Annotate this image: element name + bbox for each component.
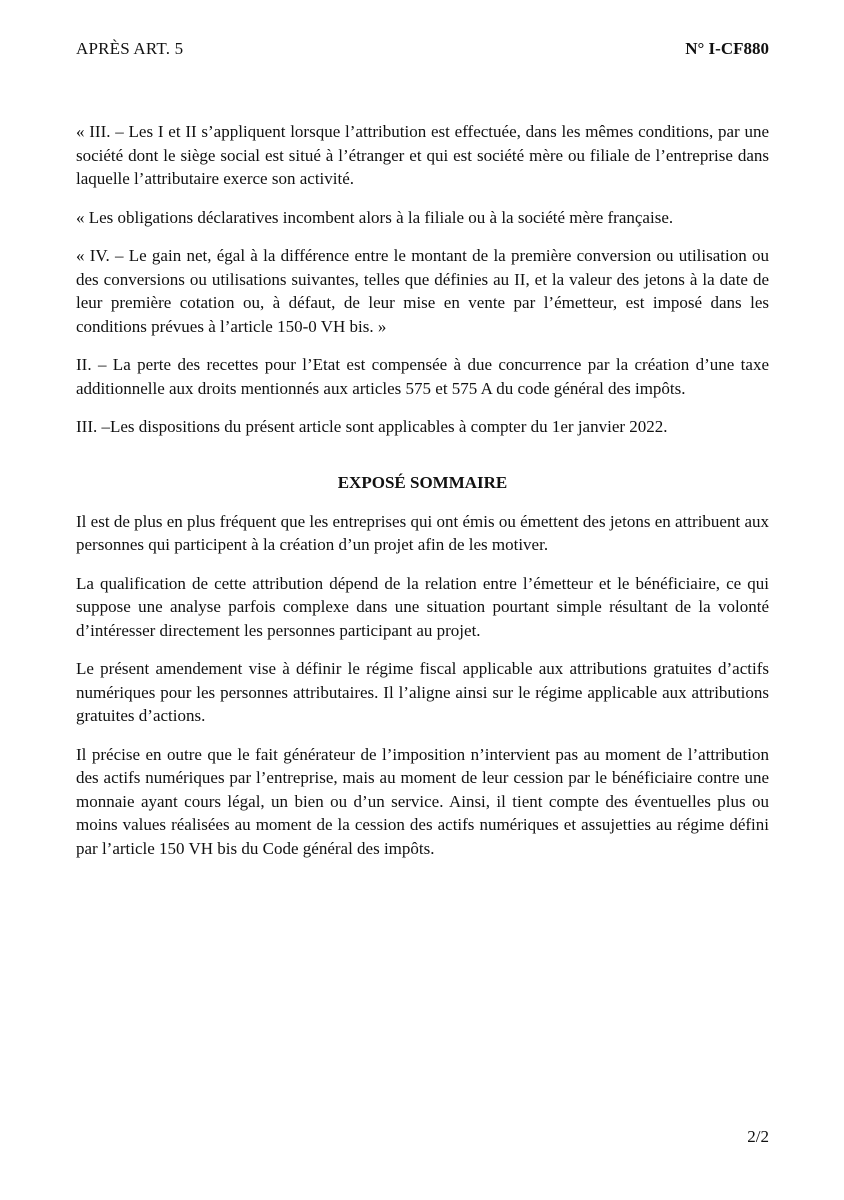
summary-paragraph-3: Le présent amendement vise à définir le régime fiscal applicable aux attributions gratuites d’actifs numériques pour les personnes attributaires. Il l’aligne ainsi sur le régime applicable aux attributions gratuites d’actions. xyxy=(76,659,769,725)
paragraph-iv-net-gain: « IV. – Le gain net, égal à la différence entre le montant de la première conversion ou utilisation ou des conversions ou utilisations suivantes, telles que définies au II, et la valeur des jetons à la date de leur première cotation ou, à défaut, de leur mise en vente par l’émetteur, est imposé dans les conditions prévues à l’article 150-0 VH bis. » xyxy=(76,246,769,336)
header-article-ref: APRÈS ART. 5 xyxy=(76,39,184,58)
paragraph-iii-foreign-company: « III. – Les I et II s’appliquent lorsque l’attribution est effectuée, dans les mêmes conditions, par une société dont le siège social est situé à l’étranger et qui est société mère ou filiale de l’entreprise dans laquelle l’attributaire exerce son activité. xyxy=(76,122,769,188)
summary-paragraph-2: La qualification de cette attribution dépend de la relation entre l’émetteur et le bénéficiaire, ce qui suppose une analyse parfois complexe dans une situation pourtant simple résultant de la volonté d’intéresser directement les personnes participant au projet. xyxy=(76,573,769,640)
summary-heading: EXPOSÉ SOMMAIRE xyxy=(337,472,508,492)
page-number: 2/2 xyxy=(747,1127,769,1146)
header-amendment-number: N° I-CF880 xyxy=(685,39,769,58)
paragraph-ii-revenue-loss: II. – La perte des recettes pour l’Etat est compensée à due concurrence par la création d’une taxe additionnelle aux droits mentionnés aux articles 575 et 575 A du code général des impôts. xyxy=(76,355,769,398)
summary-paragraph-1: Il est de plus en plus fréquent que les entreprises qui ont émis ou émettent des jetons en attribuent aux personnes qui participent à la création d’un projet afin de les motiver. xyxy=(76,511,769,554)
summary-paragraph-4: Il précise en outre que le fait générateur de l’imposition n’intervient pas au moment de l’attribution des actifs numériques par l’entreprise, mais au moment de leur cession par le bénéficiaire contre une monnaie ayant cours légal, un bien ou d’un service. Ainsi, il tient compte des éventuelles plus ou moins values réalisées au moment de la cession des actifs numériques et assujetties au régime défini par l’article 150 VH bis du Code général des impôts. xyxy=(76,744,769,858)
paragraph-iii-effective-date: III. –Les dispositions du présent article sont applicables à compter du 1er janvier 2022. xyxy=(76,417,668,436)
document-content xyxy=(76,120,769,860)
paragraph-declarative-obligations: « Les obligations déclaratives incombent alors à la filiale ou à la société mère française. xyxy=(76,207,674,227)
